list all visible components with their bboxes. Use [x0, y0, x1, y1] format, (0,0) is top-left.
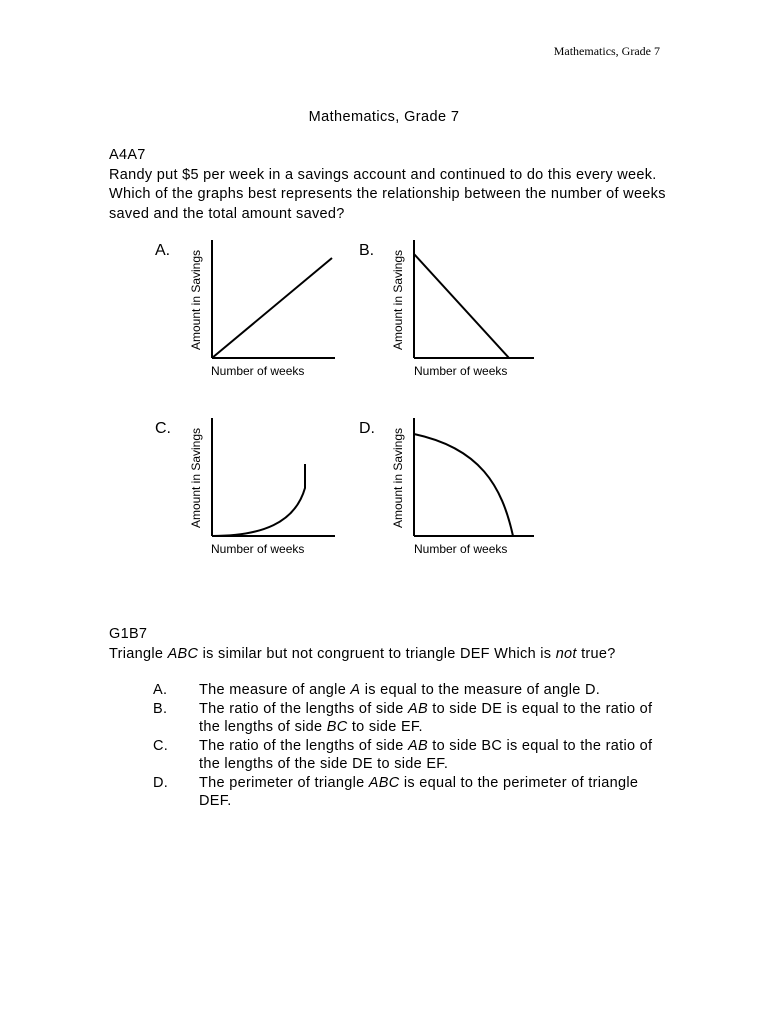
graph-d: [359, 418, 534, 556]
page-title: Mathematics, Grade 7: [308, 109, 460, 125]
y-axis-label: Amount in Savings: [189, 427, 203, 529]
y-axis-label: Amount in Savings: [189, 249, 203, 351]
question-id: A4A7: [109, 147, 146, 163]
graph-letter: C.: [155, 420, 171, 437]
question-text: Randy put $5 per week in a savings account and continued to do this every week. Which of the graphs best represents the relationship between the number of weeks saved and the total amount saved?: [109, 166, 666, 222]
choice-text: The perimeter of triangle ABC is equal to the perimeter of triangle DEF.: [199, 774, 639, 809]
choice-b: [153, 700, 653, 737]
choice-letter: C.: [153, 737, 169, 754]
graph-line: [212, 258, 332, 358]
graph-letter: D.: [359, 420, 375, 437]
choice-text: The ratio of the lengths of side AB to side BC is equal to the ratio of the lengths of the side DE to side EF.: [199, 737, 653, 772]
choice-d: [153, 774, 653, 811]
choice-letter: B.: [153, 700, 168, 717]
graphs-svg: [150, 236, 550, 566]
y-axis-label: Amount in Savings: [391, 427, 405, 529]
x-axis-label: Number of weeks: [211, 364, 305, 378]
graph-line: [414, 254, 509, 358]
choice-text: The ratio of the lengths of side AB to side DE is equal to the ratio of the lengths of side BC to side EF.: [199, 700, 653, 735]
graph-curve: [414, 434, 513, 536]
choice-letter: A.: [153, 682, 168, 698]
x-axis-label: Number of weeks: [211, 542, 305, 556]
x-axis-label: Number of weeks: [414, 542, 508, 556]
graph-letter: B.: [359, 242, 375, 259]
answer-choices: [153, 681, 653, 811]
choice-letter: D.: [153, 774, 169, 791]
graph-letter: A.: [155, 242, 171, 259]
question-id: G1B7: [109, 626, 148, 642]
question-stem: Triangle ABC is similar but not congruent to triangle DEF Which is not true?: [109, 645, 616, 662]
choice-text: The measure of angle A is equal to the measure of angle D.: [199, 682, 601, 698]
choice-a: [153, 681, 653, 700]
graph-c: [155, 418, 335, 556]
choice-c: [153, 737, 653, 774]
y-axis-label: Amount in Savings: [391, 249, 405, 351]
graph-a: [155, 240, 335, 378]
question-g1b7: [109, 625, 669, 664]
question-a4a7: [109, 146, 669, 224]
x-axis-label: Number of weeks: [414, 364, 508, 378]
running-head: Mathematics, Grade 7: [553, 44, 660, 58]
graph-b: [359, 240, 534, 378]
graph-options: [150, 236, 550, 566]
graph-curve: [212, 464, 305, 536]
